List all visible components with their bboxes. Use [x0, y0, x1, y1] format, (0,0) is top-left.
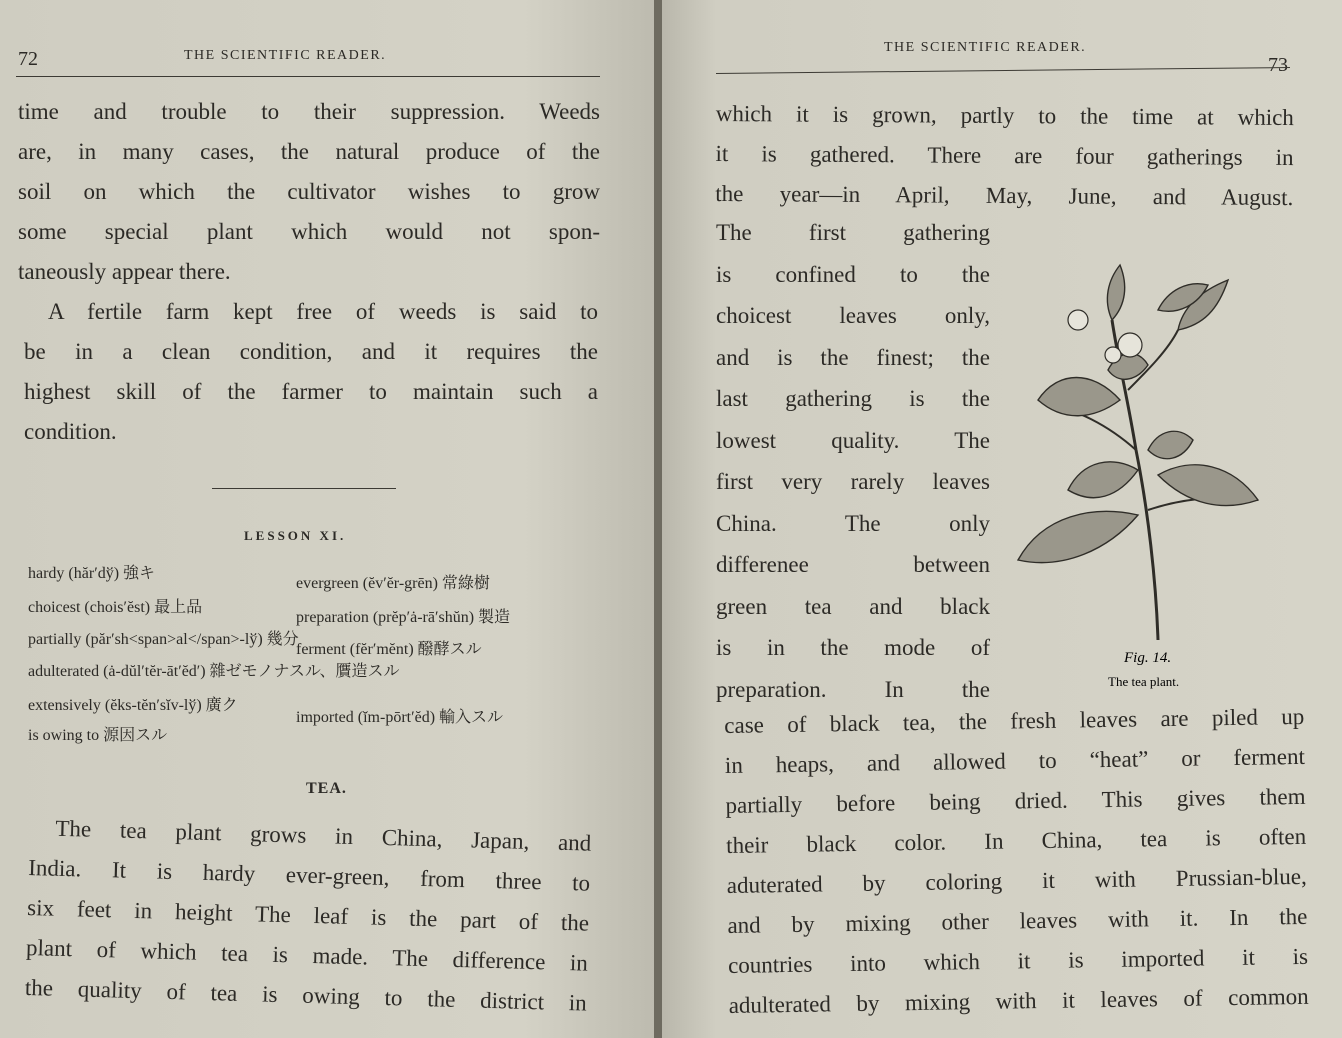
- text-line: last gathering is the: [716, 386, 990, 411]
- text-line: differenee between: [716, 552, 990, 577]
- section-title: TEA.: [306, 780, 347, 797]
- text-line: partially before being dried. This gives them: [725, 783, 1306, 818]
- text-line: aduterated by coloring it with Prussian-blue,: [726, 863, 1307, 898]
- text-line: China. The only: [716, 510, 990, 536]
- text-line: lowest quality. The: [716, 427, 990, 453]
- text-line: the quality of tea is owing to the district in: [24, 974, 588, 1016]
- text-line: A fertile farm kept free of weeds is said to: [48, 299, 598, 324]
- text-line: time and trouble to their suppression. Weeds: [18, 99, 600, 124]
- text-line: condition.: [24, 419, 117, 444]
- vocab-entry: hardy (hăr′dў) 強キ: [28, 565, 156, 582]
- figure-caption: The tea plant.: [1108, 674, 1180, 689]
- right-top-paragraph: [715, 94, 1294, 218]
- text-line: preparation. In the: [716, 676, 990, 702]
- vocab-entry: partially (păr′sh<span>al</span>-lў) 幾分: [28, 631, 299, 648]
- right-bottom-paragraph: [724, 697, 1309, 1026]
- text-line: highest skill of the farmer to maintain such a: [24, 379, 598, 404]
- text-line: soil on which the cultivator wishes to grow: [18, 179, 600, 204]
- lesson-title: LESSON XI.: [244, 528, 347, 543]
- vocab-entry: is owing to 源因スル: [28, 727, 168, 744]
- left-header-rule: [16, 76, 600, 77]
- text-line: first very rarely leaves: [716, 469, 990, 494]
- vocab-entry: evergreen (ĕv′ĕr-grēn) 常綠樹: [296, 575, 490, 592]
- vocab-entry: preparation (prĕp′ȧ-rā′shŭn) 製造: [296, 609, 511, 626]
- text-line: some special plant which would not spon-: [18, 219, 600, 244]
- vocab-entry: ferment (fĕr′mĕnt) 醱酵スル: [296, 641, 482, 658]
- text-line: The tea plant grows in China, Japan, and: [55, 815, 592, 856]
- left-running-head: THE SCIENTIFIC READER.: [184, 48, 387, 63]
- text-line: taneously appear there.: [18, 259, 231, 284]
- text-line: India. It is hardy ever-green, from three to: [27, 854, 591, 896]
- text-line: choicest leaves only,: [716, 303, 990, 328]
- right-narrow-column: [716, 212, 990, 710]
- text-line: is in the mode of: [716, 635, 990, 660]
- text-line: adulterated by mixing with it leaves of common: [728, 983, 1309, 1018]
- text-line: The first gathering: [716, 220, 990, 245]
- left-paragraph-2: [24, 292, 598, 452]
- right-page-number: 73: [1268, 54, 1288, 76]
- text-line: green tea and black: [716, 593, 990, 619]
- text-line: countries into which it is imported it is: [727, 943, 1309, 978]
- figure-label: Fig. 14.: [1124, 650, 1172, 666]
- book-gutter: [654, 0, 662, 1038]
- text-line: plant of which tea is made. The difference in: [25, 934, 589, 976]
- text-line: be in a clean condition, and it requires the: [24, 339, 598, 364]
- text-line: which it is grown, partly to the time at which: [715, 100, 1294, 131]
- vocab-entry: extensively (ĕks-tĕn′sĭv-lў) 廣ク: [28, 697, 238, 714]
- left-page: [0, 0, 654, 1038]
- text-line: six feet in height The leaf is the part of the: [26, 894, 590, 936]
- tea-paragraph: [24, 808, 591, 1024]
- text-line: it is gathered. There are four gatherings in: [715, 140, 1294, 171]
- text-line: case of black tea, the fresh leaves are piled up: [724, 703, 1305, 738]
- vocab-entry: choicest (chois′ĕst) 最上品: [28, 599, 203, 616]
- text-line: is confined to the: [716, 261, 990, 287]
- text-line: are, in many cases, the natural produce of the: [18, 139, 600, 164]
- right-running-head: THE SCIENTIFIC READER.: [884, 40, 1087, 55]
- vocab-entry: imported (ĭm-pōrt′ĕd) 輸入スル: [296, 709, 504, 726]
- text-line: the year—in April, May, June, and August.: [715, 180, 1294, 211]
- section-divider: [212, 488, 396, 489]
- text-line: and by mixing other leaves with it. In the: [727, 903, 1308, 938]
- text-line: in heaps, and allowed to “heat” or ferment: [724, 743, 1306, 778]
- text-line: their black color. In China, tea is often: [725, 823, 1307, 858]
- right-header-rule: [716, 67, 1290, 74]
- left-paragraph-1: [18, 92, 600, 292]
- left-page-number: 72: [18, 48, 38, 70]
- vocab-entry: adulterated (ȧ-dŭl′tĕr-āt′ĕd′) 雜ゼモノナスル、贋造スル: [28, 663, 400, 680]
- tea-plant-illustration-icon: [1008, 250, 1288, 650]
- text-line: and is the finest; the: [716, 344, 990, 370]
